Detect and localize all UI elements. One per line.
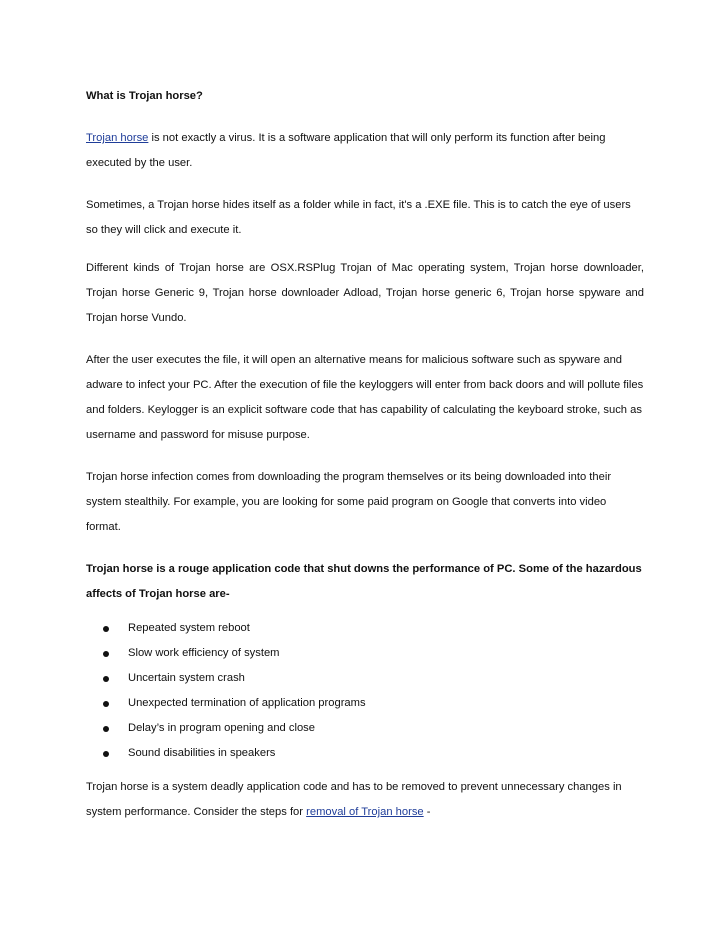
paragraph-kinds: Different kinds of Trojan horse are OSX.RSPlug Trojan of Mac operating system, Trojan horse downloader, Trojan horse Generic 9, Trojan horse downloader Adload, Trojan horse generic 6, Trojan horse spyware and Trojan horse Vundo. (86, 262, 644, 324)
list-item: Uncertain system crash (86, 666, 644, 691)
paragraph-folder-disguise: Sometimes, a Trojan horse hides itself as a folder while in fact, it's a .EXE file. This is to catch the eye of users so they will click and execute it. (86, 199, 631, 236)
list-item: Delay’s in program opening and close (86, 716, 644, 741)
list-item: Repeated system reboot (86, 616, 644, 641)
bullet-dot-icon (103, 701, 109, 707)
affects-bullet-list (86, 616, 644, 766)
list-item: Unexpected termination of application programs (86, 691, 644, 716)
paragraph-hazardous-affects: Trojan horse is a rouge application code that shut downs the performance of PC. Some of the hazardous affects of Trojan horse are- (86, 563, 642, 600)
paragraph-removal (86, 775, 644, 825)
bullet-dot-icon (103, 726, 109, 732)
bullet-dot-icon (103, 651, 109, 657)
paragraph-removal-tail: - (423, 806, 431, 818)
bullet-dot-icon (103, 751, 109, 757)
paragraph-removal-text: Trojan horse is a system deadly application code and has to be removed to prevent unnecessary changes in system performance. Consider the steps for (86, 781, 622, 818)
trojan-horse-link[interactable]: Trojan horse (86, 132, 149, 144)
removal-of-trojan-horse-link[interactable]: removal of Trojan horse (306, 806, 424, 818)
document-page (86, 84, 644, 825)
paragraph-intro (86, 126, 644, 176)
bullet-dot-icon (103, 676, 109, 682)
paragraph-keyloggers: After the user executes the file, it will open an alternative means for malicious software such as spyware and adware to infect your PC. After the execution of file the keyloggers will enter from back doors and will pollute files and folders. Keylogger is an explicit software code that has capability of calculating the keyboard stroke, such as username and password for misuse purpose. (86, 354, 644, 441)
document-heading: What is Trojan horse? (86, 90, 203, 102)
list-item: Sound disabilities in speakers (86, 741, 644, 766)
paragraph-intro-text: is not exactly a virus. It is a software application that will only perform its function after being executed by the user. (86, 132, 606, 169)
paragraph-infection-source: Trojan horse infection comes from downloading the program themselves or its being downloaded into their system stealthily. For example, you are looking for some paid program on Google that converts into video format. (86, 471, 612, 533)
bullet-dot-icon (103, 626, 109, 632)
list-item: Slow work efficiency of system (86, 641, 644, 666)
